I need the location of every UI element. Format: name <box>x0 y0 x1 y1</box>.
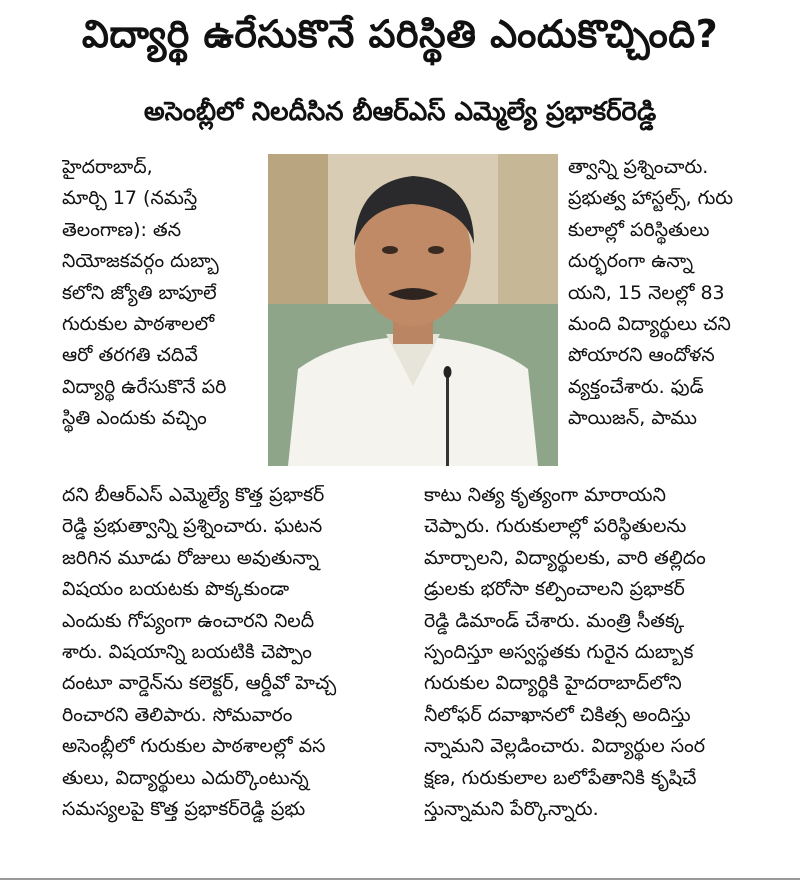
article-subheadline: అసెంబ్లీలో నిలదీసిన బీఆర్‌ఎస్‌ ఎమ్మెల్యే ప్రభాకర్‌రెడ్డి <box>143 97 657 127</box>
body-line: వ్యక్తంచేశారు. ఫుడ్‌ <box>568 375 704 398</box>
article-body-column-1 <box>62 152 258 435</box>
body-line: స్పందిస్తూ అస్వస్థతకు గురైన దుబ్బాక <box>424 641 694 664</box>
body-line: కాటు నిత్య కృత్యంగా మారాయని <box>424 484 666 506</box>
body-line: సమస్యలపై కొత్త ప్రభాకర్‌రెడ్డి ప్రభు <box>62 798 306 821</box>
article-body-column-1-lower <box>62 480 394 825</box>
body-line: పోయారని ఆందోళన <box>568 344 715 367</box>
body-line: తులు, విద్యార్థులు ఎదుర్కొంటున్న <box>62 766 309 789</box>
body-line: ఆరో తరగతి చదివే <box>62 344 198 367</box>
body-line: కలోని జ్యోతి బాపూలే <box>62 281 217 304</box>
body-line: విద్యార్థి ఉరేసుకొనే పరి <box>62 375 227 398</box>
body-line: మంది విద్యార్థులు చని <box>568 313 731 336</box>
body-line: చెప్పారు. గురుకులాల్లో పరిస్థితులను <box>424 515 687 538</box>
mla-photo <box>268 154 558 466</box>
article-headline: విద్యార్థి ఉరేసుకొనే పరిస్థితి ఎందుకొచ్చింది? <box>81 12 719 56</box>
body-line: దంటూ వార్డెన్‌ను కలెక్టర్‌, ఆర్డీవో హెచ్చ <box>62 672 337 695</box>
body-line: స్తున్నామని పేర్కొన్నారు. <box>424 798 599 821</box>
body-line: స్థితి ఎందుకు వచ్చిం <box>62 407 207 430</box>
bottom-divider <box>0 878 800 880</box>
body-line: పాయిజన్‌, పాము <box>568 407 698 430</box>
body-line: శారు. విషయాన్ని బయటికి చెప్పొం <box>62 641 312 664</box>
body-line: దుర్భరంగా ఉన్నా <box>568 250 694 273</box>
body-line: నీలోఫర్‌ దవాఖానలో చికిత్స అందిస్తు <box>424 703 691 726</box>
body-line: త్వాన్ని ప్రశ్నించారు. <box>568 156 709 178</box>
body-line: రెడ్డి ప్రభుత్వాన్ని ప్రశ్నించారు. ఘటన <box>62 515 323 538</box>
body-line: రెడ్డి డిమాండ్‌ చేశారు. మంత్రి సీతక్క <box>424 609 685 632</box>
article-body-column-2-lower <box>424 480 782 825</box>
body-line: నియోజకవర్గం దుబ్బా <box>62 250 219 273</box>
body-line: గురుకుల విద్యార్థికి హైదరాబాద్‌లోని <box>424 672 682 695</box>
body-line: హైదరాబాద్‌, <box>62 156 153 178</box>
body-line: మార్చాలని, విద్యార్థులకు, వారి తల్లిదం <box>424 546 706 569</box>
body-line: క్షణ, గురుకులాల బలోపేతానికి కృషిచే <box>424 766 697 789</box>
body-line: యని, 15 నెలల్లో 83 <box>568 281 725 304</box>
body-line: విషయం బయటకు పొక్కకుండా <box>62 578 290 601</box>
article-body-column-3 <box>568 152 783 435</box>
body-line: డ్రులకు భరోసా కల్పించాలని ప్రభాకర్‌ <box>424 578 685 601</box>
body-line: అసెంబ్లీలో గురుకుల పాఠశాలల్లో వస <box>62 735 326 758</box>
body-line: మార్చి 17 (నమస్తే <box>62 187 198 210</box>
body-line: జరిగిన మూడు రోజులు అవుతున్నా <box>62 546 320 569</box>
body-line: ప్రభుత్వ హాస్టల్స్‌, గురు <box>568 187 734 210</box>
body-line: కులాల్లో పరిస్థితులు <box>568 218 710 241</box>
body-line: న్నామని వెల్లడించారు. విద్యార్థుల సంర <box>424 735 706 758</box>
body-line: దని బీఆర్‌ఎస్‌ ఎమ్మెల్యే కొత్త ప్రభాకర్‌ <box>62 484 325 506</box>
portrait-illustration <box>268 154 558 466</box>
body-line: ఎందుకు గోప్యంగా ఉంచారని నిలదీ <box>62 609 315 632</box>
body-line: తెలంగాణ): తన <box>62 218 182 241</box>
body-line: రించారని తెలిపారు. సోమవారం <box>62 703 293 726</box>
body-line: గురుకుల పాఠశాలలో <box>62 313 215 336</box>
